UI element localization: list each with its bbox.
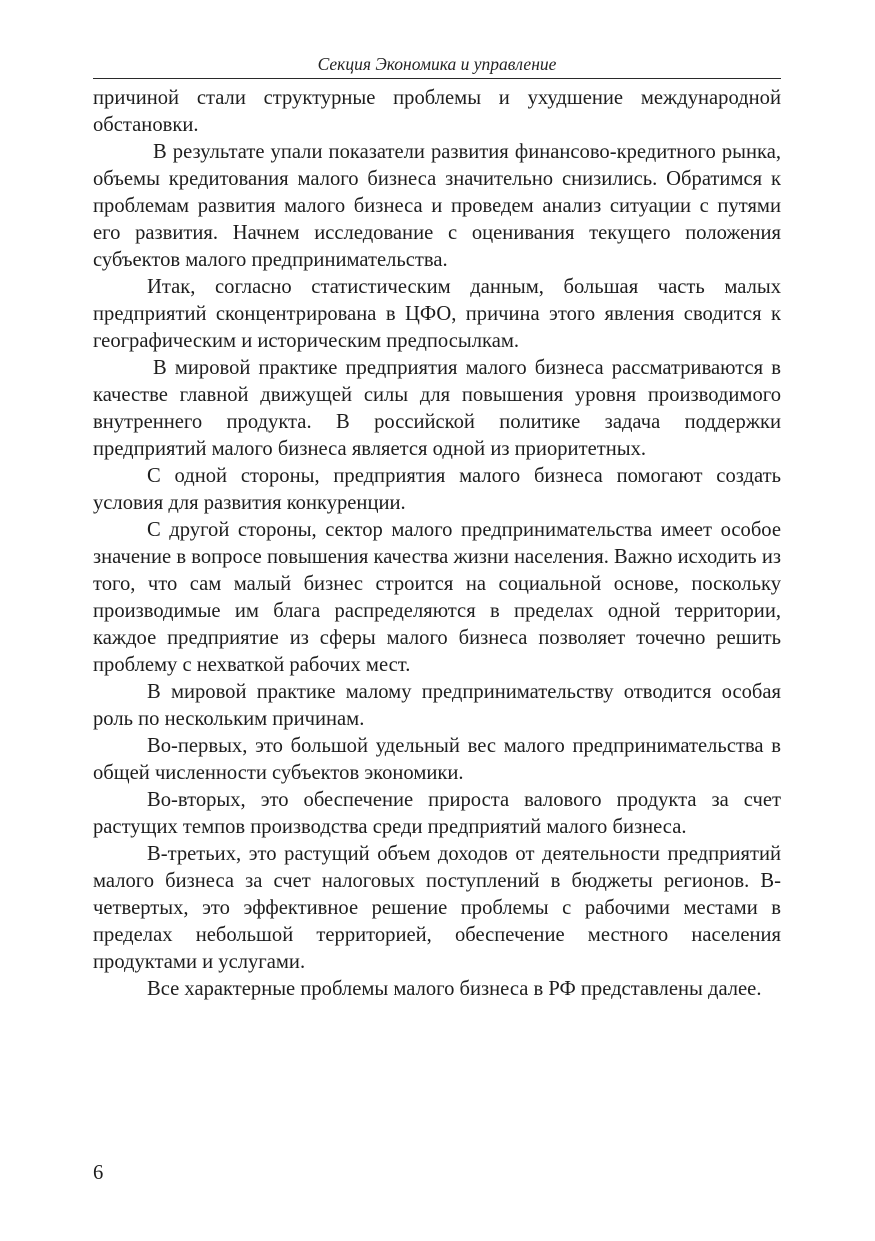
paragraph-special-role: В мировой практике малому предпринимательству отводится особая роль по нескольким причинам. bbox=[93, 681, 781, 730]
document-page bbox=[93, 52, 781, 1003]
paragraph-second-reason: Во-вторых, это обеспечение прироста валового продукта за счет растущих темпов производства среди предприятий малого бизнеса. bbox=[93, 789, 781, 838]
paragraph-statistics: Итак, согласно статистическим данным, большая часть малых предприятий сконцентрирована в ЦФО, причина этого явления сводится к географическим и историческим предпосылкам. bbox=[93, 276, 781, 352]
running-header: Секция Экономика и управление bbox=[93, 52, 781, 79]
paragraph-quality-of-life: С другой стороны, сектор малого предпринимательства имеет особое значение в вопросе повышения качества жизни населения. Важно исходить из того, что сам малый бизнес строится на социальной основе, поскольку производимые им блага распределяются в пределах одной территории, каждое предприятие из сферы малого бизнеса позволяет точечно решить проблему с нехваткой рабочих мест. bbox=[93, 519, 781, 676]
paragraph-problems-intro: Все характерные проблемы малого бизнеса в РФ представлены далее. bbox=[147, 978, 762, 1000]
paragraph-first-reason: Во-первых, это большой удельный вес малого предпринимательства в общей численности субъектов экономики. bbox=[93, 735, 781, 784]
paragraph-continuation: причиной стали структурные проблемы и ухудшение международной обстановки. bbox=[93, 87, 781, 136]
paragraph-credit-market: В результате упали показатели развития финансово-кредитного рынка, объемы кредитования малого бизнеса значительно снизились. Обратимся к проблемам развития малого бизнеса и проведем анализ ситуации с путями его развития. Начнем исследование с оценивания текущего положения субъектов малого предпринимательства. bbox=[93, 141, 781, 271]
paragraph-competition: С одной стороны, предприятия малого бизнеса помогают создать условия для развития конкуренции. bbox=[93, 465, 781, 514]
paragraph-third-fourth-reasons: В-третьих, это растущий объем доходов от деятельности предприятий малого бизнеса за счет налоговых поступлений в бюджеты регионов. В-четвертых, это эффективное решение проблемы с рабочими местами в пределах небольшой территорией, обеспечение местного населения продуктами и услугами. bbox=[93, 843, 781, 973]
body-text bbox=[93, 85, 781, 1003]
paragraph-world-practice: В мировой практике предприятия малого бизнеса рассматриваются в качестве главной движущей силы для повышения уровня производимого внутреннего продукта. В российской политике задача поддержки предприятий малого бизнеса является одной из приоритетных. bbox=[93, 357, 781, 460]
page-number: 6 bbox=[93, 1162, 104, 1184]
